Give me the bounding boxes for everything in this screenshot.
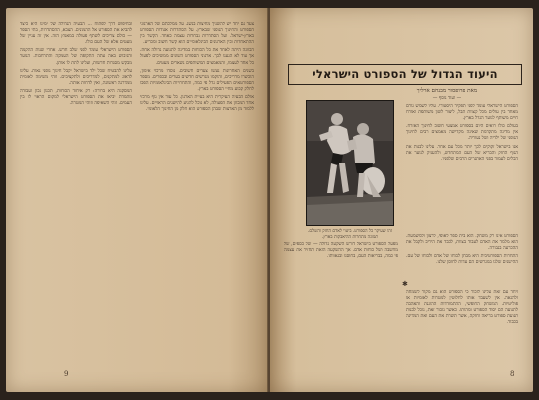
paragraph: ויחד עם זאת עלינו לזכור כי הספורט הוא גם מקור לשמחה ולהנאה. אין לשעבד אותו לחלוטין למטרות לאומיות או פוליטיות. המשחק החופשי, ההתמודדות ההוגנת והאהבה לתנועה הם יסוד הספורט ומהותו. כאשר נזכור זאת, נוכל לבנות תנועת ספורט בריאה וחזקה, אשר תשרת את העם ואת המדינה בכבוד. (406, 290, 518, 326)
paragraph: המסקנה היא ברורה: רק איחוד הכוחות, תכנון נכון ועבודה מתמדת יביאו את הספורט הישראלי למקום הראוי לו בין העמים. זוהי השאיפה וזוהי המטרה. (20, 88, 132, 107)
paragraph: בשנים האחרונות נעשו צעדים חשובים. נוסדו מרכזי אימון, הוכשרו מדריכים, והוקמו מגרשים חדשים בערים ובכפרים. מספר הספורטאים הפעילים גדל פי כמה, והתחרויות הבינלאומיות הפכו לחלק קבוע מחיי הספורט בארץ. (140, 68, 254, 92)
article-title: היעוד הגדול של הספורט הישראלי (288, 64, 522, 85)
wrestlers-image (307, 101, 393, 225)
byline-author: מאת פרופסור מבנחם ארליך (416, 88, 478, 94)
paragraph: הספורט הישראלי עומד לפני שלב חדש. אחרי שנות ההקמה והגיבוש באה עתה התקופה של העמקה והתרחבות. הנוער מבקש מסגרות חדשות, ועלינו לתת לו אותן. (20, 48, 132, 66)
left-page (6, 8, 268, 392)
paragraph: מפעל הספורט בישראל דורש השקעה גדולה — של כספים, של מחשבה ושל כוחות אדם. אך ההשקעה הזאת תחזיר את עצמה פי כמה, בבריאות העם, בחוסנו ובגאוותו. (284, 242, 398, 260)
byline (377, 88, 517, 102)
right-page-bottom-left (284, 242, 398, 370)
page-number: 9 (64, 370, 69, 378)
right-page-bottom-right (406, 290, 518, 370)
left-page-column-right (140, 22, 254, 367)
byline-subtitle: — ועוד נוסף — (432, 96, 462, 101)
paragraph: אנו בישראל זקוקים לכך יותר מכל עם אחר. עלינו לבנות את הגוף החזק והבריא של העם המתחדש, ולהעניק לנוער את הכלים לעמוד בפני האתגרים הרבים שלפניו. (406, 144, 518, 162)
paragraph: צעד גם יחד יש להשגיך מחיצות בגשנ. על ממלכתם של הארגוני הספורט והחינוך הגופני שבארץ. על הסתדרות אגודות הספורט בארץ-ישראל. ועל הסתדרות נבחרות עצמה כאחד. הקשר בין ההתאחדות ובין הארגונים הבינלאומיים הוא קשר חשוב ומכריע. (140, 22, 254, 46)
paragraph: בעולם כולו רואים היום בספורט אמצעי חשוב לחינוך האזרח. אין מדינה מתקדמת שאינה מקדישה מאמצים רבים לחינוך הגופני של ילדיה ושל נעוריה. (406, 124, 518, 142)
magazine-spread (6, 8, 533, 392)
paragraph: ובחיפוש דרך לפתוח ... הבעיה הגדולה של ימינו היא כיצד להביא את הספורט אל ההמונים. הצבא, ההסתדרות, בתי הספר — כולם צריכים לשתף פעולה במאמץ הזה. אין זה עניין של מעטים אלא של העם כולו. (20, 22, 132, 46)
paragraph: הספורט הישראלי עומד לפני תפקיד היסטורי. עליו לשמש גורם מאחד בין עולים מכל קצוות תבל, ליצור לשון משותפת ואורח חיים משותף לנוער הגדל בארץ. (406, 104, 518, 122)
paragraph: הספורט אינו רק משחק. הוא בית ספר לאופי, לרצון ולמשמעת. הוא מלמד את האדם לעבוד בצוות, לכבד את היריב ולקבל את ההכרעה בגבורה. (406, 234, 518, 252)
page-number: 8 (510, 370, 515, 378)
paragraph: עלינו להבטיח שכל ילד בישראל יקבל חינוך גופני נאות. עלינו לדאוג למתקנים, למדריכים ולתקציבים. זוהי משימה לאומית ממדרגה ראשונה, ואין לדחות אותה. (20, 68, 132, 86)
photo-caption: זהו שעיקר כל הספורט. ביטוי לאדם החזק והשלם. תמונה מתחרות ההיאבקות בארץ. (307, 229, 393, 240)
left-page-column-left (20, 22, 132, 367)
wrestling-photo (306, 100, 394, 226)
section-star-ornament: ✱ (402, 280, 408, 288)
paragraph: הכוונה היתה לאחד את כל הכוחות במדינה לתנועה גדולה אחת. אך עוד לא הגענו לכך. ארגוני הספורט השונים ממשיכים לפעול כל אחד לעצמו, והמאמצים המשותפים נשארים מעטים. (140, 48, 254, 66)
right-page-column-right (406, 104, 518, 232)
right-page (270, 8, 533, 392)
paragraph: אולם הבעיה העיקרית היא בעיית הארגון. כל עוד אין גוף מרכזי אחד המכוון את הפעולה, לא נוכל להגיע להישגים הראויים. עלינו ללמוד מן הארצות שבהן הספורט הוא חלק מן החינוך הלאומי. (140, 95, 254, 113)
right-page-column-mid (406, 234, 518, 278)
paragraph: התחרות הספורטיבית היא מבחן לכוחו של אדם ולכוחו של עם. ההישגים שלנו במגרשים הם עדות לחוסן שלנו. (406, 254, 518, 266)
